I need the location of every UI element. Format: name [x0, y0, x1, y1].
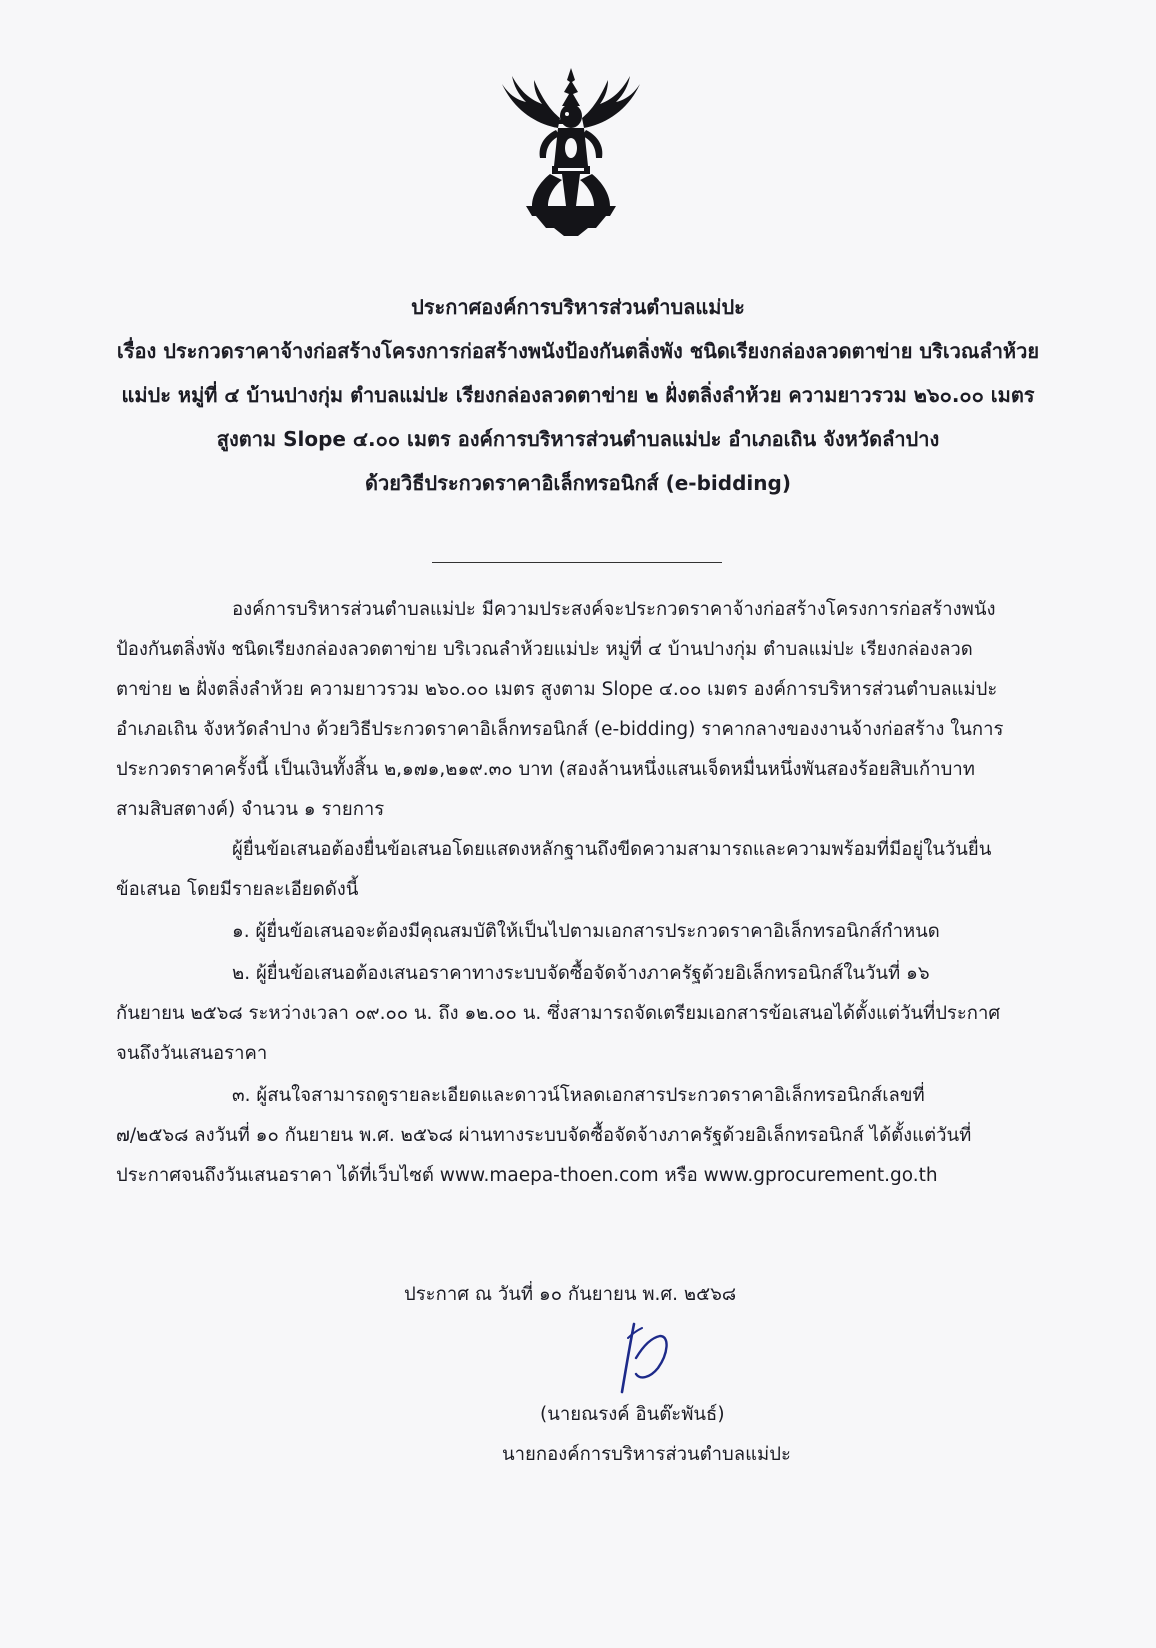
body-line: ประกวดราคาครั้งนี้ เป็นเงินทั้งสิ้น ๒,๑๗๑,๒๑๙.๓๐ บาท (สองล้านหนึ่งแสนเจ็ดหมื่นหนึ่งพันสองร้อยสิบเก้าบาท: [116, 759, 975, 780]
announcement-heading: [60, 285, 1096, 505]
body-line: ข้อเสนอ โดยมีรายละเอียดดังนี้: [116, 879, 359, 900]
body-line: สามสิบสตางค์) จำนวน ๑ รายการ: [116, 799, 385, 820]
body-line: ผู้ยื่นข้อเสนอต้องยื่นข้อเสนอโดยแสดงหลักฐานถึงขีดความสามารถและความพร้อมที่มีอยู่ในวันยื่น: [232, 839, 992, 860]
announce-date: ประกาศ ณ วันที่ ๑๐ กันยายน พ.ศ. ๒๕๖๘: [404, 1284, 737, 1305]
signature-icon: [606, 1318, 686, 1398]
body-line: ๑. ผู้ยื่นข้อเสนอจะต้องมีคุณสมบัติให้เป็นไปตามเอกสารประกวดราคาอิเล็กทรอนิกส์กำหนด: [232, 921, 940, 942]
body-line: กันยายน ๒๕๖๘ ระหว่างเวลา ๐๙.๐๐ น. ถึง ๑๒.๐๐ น. ซึ่งสามารถจัดเตรียมเอกสารข้อเสนอได้ตั้งแต่วันที่ประกาศ: [116, 1003, 1001, 1024]
signer-name: (นายณรงค์ อินต๊ะพันธ์): [540, 1404, 725, 1425]
garuda-emblem-icon: [496, 66, 646, 236]
body-line: ประกาศจนถึงวันเสนอราคา ได้ที่เว็บไซต์ www.maepa-thoen.com หรือ www.gprocurement.go.th: [116, 1165, 938, 1186]
signer-title: นายกองค์การบริหารส่วนตำบลแม่ปะ: [502, 1444, 791, 1465]
body-line: อำเภอเถิน จังหวัดลำปาง ด้วยวิธีประกวดราคาอิเล็กทรอนิกส์ (e-bidding) ราคากลางของงานจ้างก่อสร้าง ในการ: [116, 719, 1004, 740]
body-line: ป้องกันตลิ่งพัง ชนิดเรียงกล่องลวดตาข่าย บริเวณลำห้วยแม่ปะ หมู่ที่ ๔ บ้านปางกุ่ม ตำบลแม่ปะ เรียงกล่องลวด: [116, 639, 973, 660]
body-line: ตาข่าย ๒ ฝั่งตลิ่งลำห้วย ความยาวรวม ๒๖๐.๐๐ เมตร สูงตาม Slope ๔.๐๐ เมตร องค์การบริหารส่วนตำบลแม่ปะ: [116, 679, 998, 700]
body-line: จนถึงวันเสนอราคา: [116, 1043, 268, 1064]
heading-subject-line-2: แม่ปะ หมู่ที่ ๔ บ้านปางกุ่ม ตำบลแม่ปะ เรียงกล่องลวดตาข่าย ๒ ฝั่งตลิ่งลำห้วย ความยาวรวม ๒๖๐.๐๐ เมตร: [121, 383, 1035, 407]
heading-title: ประกาศองค์การบริหารส่วนตำบลแม่ปะ: [411, 295, 745, 319]
heading-divider: [432, 562, 722, 563]
body-line: องค์การบริหารส่วนตำบลแม่ปะ มีความประสงค์จะประกวดราคาจ้างก่อสร้างโครงการก่อสร้างพนัง: [232, 599, 996, 620]
heading-subject-line-3: สูงตาม Slope ๔.๐๐ เมตร องค์การบริหารส่วนตำบลแม่ปะ อำเภอเถิน จังหวัดลำปาง: [216, 427, 940, 451]
body-line: ๓. ผู้สนใจสามารถดูรายละเอียดและดาวน์โหลดเอกสารประกวดราคาอิเล็กทรอนิกส์เลขที่: [232, 1085, 925, 1106]
body-line: ๗/๒๕๖๘ ลงวันที่ ๑๐ กันยายน พ.ศ. ๒๕๖๘ ผ่านทางระบบจัดซื้อจัดจ้างภาครัฐด้วยอิเล็กทรอนิกส์ ได้ตั้งแต่วันที่: [116, 1125, 972, 1146]
body-line: ๒. ผู้ยื่นข้อเสนอต้องเสนอราคาทางระบบจัดซื้อจัดจ้างภาครัฐด้วยอิเล็กทรอนิกส์ในวันที่ ๑๖: [232, 963, 930, 984]
heading-subject-line-4: ด้วยวิธีประกวดราคาอิเล็กทรอนิกส์ (e-bidding): [365, 471, 791, 495]
heading-subject-line-1: เรื่อง ประกวดราคาจ้างก่อสร้างโครงการก่อสร้างพนังป้องกันตลิ่งพัง ชนิดเรียงกล่องลวดตาข่าย บริเวณลำห้วย: [116, 339, 1040, 363]
